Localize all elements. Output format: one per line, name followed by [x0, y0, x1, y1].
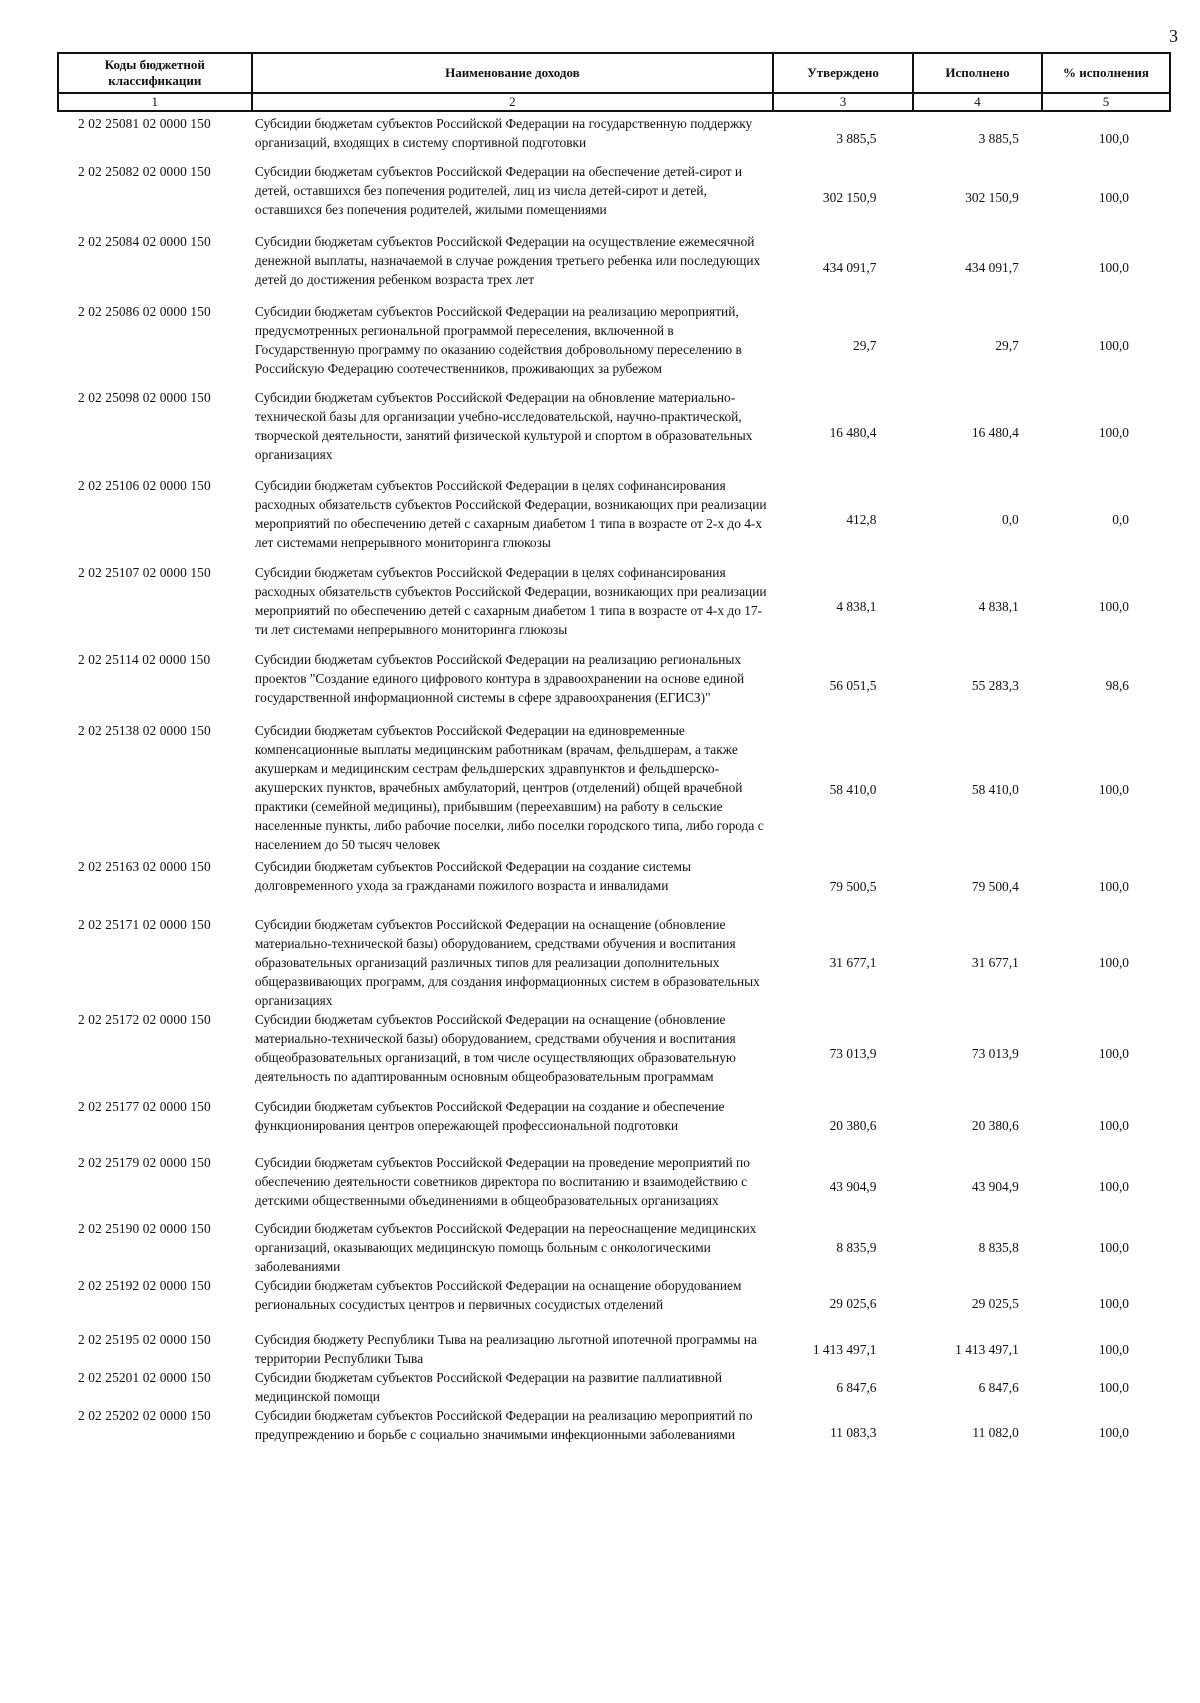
approved-amount: 56 051,5 — [829, 678, 877, 693]
income-name: Субсидии бюджетам субъектов Российской Федерации на государственную поддержку организаций, входящих в систему спортивной подготовки — [254, 116, 753, 150]
budget-code: 2 02 25190 02 0000 150 — [78, 1221, 211, 1236]
execution-percent: 100,0 — [1098, 189, 1129, 205]
income-name: Субсидии бюджетам субъектов Российской Федерации на реализацию мероприятий, предусмотренных региональной программой переселения, включенной в Государственную программу по оказанию содействия добровольному переселению в Российскую Федерацию соотечественников, проживающих за рубежом — [254, 304, 742, 376]
budget-code: 2 02 25086 02 0000 150 — [78, 304, 211, 319]
executed-amount: 31 677,1 — [971, 955, 1019, 970]
executed-amount: 58 410,0 — [971, 781, 1019, 797]
header-executed: Исполнено — [913, 53, 1042, 93]
approved-amount: 58 410,0 — [829, 781, 877, 797]
executed-amount: 20 380,6 — [971, 1117, 1019, 1133]
budget-code: 2 02 25179 02 0000 150 — [78, 1155, 211, 1170]
approved-amount: 31 677,1 — [829, 955, 877, 970]
executed-amount: 6 847,6 — [978, 1379, 1019, 1395]
approved-amount: 8 835,9 — [836, 1240, 877, 1255]
column-number: 5 — [1042, 93, 1170, 111]
budget-code: 2 02 25195 02 0000 150 — [78, 1332, 211, 1347]
table-row — [57, 1276, 1171, 1330]
table-row — [57, 721, 1171, 857]
column-number: 2 — [252, 93, 774, 111]
approved-amount: 3 885,5 — [836, 130, 877, 146]
budget-code: 2 02 25138 02 0000 150 — [78, 723, 211, 738]
budget-code: 2 02 25106 02 0000 150 — [78, 478, 211, 493]
execution-percent: 100,0 — [1098, 1240, 1129, 1255]
budget-code: 2 02 25084 02 0000 150 — [78, 234, 211, 249]
income-name: Субсидии бюджетам субъектов Российской Федерации на переоснащение медицинских организаций, оказывающих медицинскую помощь больным с онкологическими заболеваниями — [254, 1221, 757, 1274]
header-name: Наименование доходов — [252, 53, 774, 93]
table-row — [57, 563, 1171, 650]
executed-amount: 3 885,5 — [978, 130, 1019, 146]
table-row — [57, 388, 1171, 476]
executed-amount: 29,7 — [995, 337, 1019, 353]
income-name: Субсидии бюджетам субъектов Российской Федерации на создание системы долговременного ухода за гражданами пожилого возраста и инвалидами — [254, 859, 691, 893]
executed-amount: 55 283,3 — [971, 678, 1019, 693]
executed-amount: 29 025,5 — [971, 1295, 1019, 1311]
executed-amount: 16 480,4 — [971, 424, 1019, 440]
execution-percent: 100,0 — [1098, 781, 1129, 797]
income-name: Субсидии бюджетам субъектов Российской Федерации на реализацию мероприятий по предупреждению и борьбе с социально значимыми инфекционными заболеваниями — [254, 1408, 753, 1442]
income-name: Субсидии бюджетам субъектов Российской Федерации на развитие паллиативной медицинской помощи — [254, 1370, 723, 1404]
budget-code: 2 02 25114 02 0000 150 — [78, 652, 211, 667]
income-name: Субсидии бюджетам субъектов Российской Федерации на оснащение (обновление материально-технической базы) оборудованием, средствами обучения и воспитания образовательных организаций различных типов для реализации дополнительных общеразвивающих программ, для создания информационных систем в образовательных организациях — [254, 917, 760, 1008]
executed-amount: 434 091,7 — [965, 259, 1019, 275]
execution-percent: 100,0 — [1098, 130, 1129, 146]
budget-code: 2 02 25192 02 0000 150 — [78, 1278, 211, 1293]
table-row — [57, 1097, 1171, 1153]
table-row — [57, 114, 1171, 162]
approved-amount: 412,8 — [846, 512, 877, 527]
budget-code: 2 02 25171 02 0000 150 — [78, 917, 211, 932]
income-name: Субсидии бюджетам субъектов Российской Федерации на оснащение оборудованием региональных сосудистых центров и первичных сосудистых отделений — [254, 1278, 742, 1312]
executed-amount: 11 082,0 — [972, 1425, 1019, 1440]
income-name: Субсидии бюджетам субъектов Российской Федерации на обновление материально-технической базы для организации учебно-исследовательской, научно-практической, творческой деятельности, занятий физической культурой и спортом в образовательных организациях — [254, 390, 753, 462]
approved-amount: 434 091,7 — [822, 259, 877, 275]
execution-percent: 100,0 — [1098, 424, 1129, 440]
income-name: Субсидии бюджетам субъектов Российской Федерации в целях софинансирования расходных обязательств субъектов Российской Федерации, возникающих при реализации мероприятий по обеспечению детей с сахарным диабетом 1 типа в возрасте от 4-х до 17-ти лет системами непрерывного мониторинга глюкозы — [254, 565, 767, 637]
budget-code: 2 02 25107 02 0000 150 — [78, 565, 211, 580]
budget-code: 2 02 25201 02 0000 150 — [78, 1370, 211, 1385]
approved-amount: 73 013,9 — [829, 1046, 877, 1061]
executed-amount: 302 150,9 — [965, 189, 1019, 205]
page-number: 3 — [1169, 26, 1178, 46]
header-approved: Утверждено — [773, 53, 913, 93]
executed-amount: 43 904,9 — [971, 1178, 1019, 1194]
table-row — [57, 1010, 1171, 1097]
table-row — [57, 1368, 1171, 1406]
executed-amount: 4 838,1 — [978, 599, 1019, 614]
execution-percent: 100,0 — [1098, 259, 1129, 275]
table-row — [57, 857, 1171, 915]
header-code: Коды бюджетной классификации — [58, 53, 252, 93]
execution-percent: 0,0 — [1112, 512, 1129, 527]
execution-percent: 100,0 — [1098, 1379, 1129, 1395]
income-name: Субсидии бюджетам субъектов Российской Федерации на реализацию региональных проектов "Создание единого цифрового контура в здравоохранении на основе единой государственной информационной системы в сфере здравоохранения (ЕГИСЗ)" — [254, 652, 745, 705]
table-header — [57, 52, 1171, 112]
approved-amount: 11 083,3 — [830, 1425, 877, 1440]
approved-amount: 6 847,6 — [836, 1379, 877, 1395]
table-row — [57, 162, 1171, 232]
column-number: 4 — [913, 93, 1042, 111]
execution-percent: 100,0 — [1098, 599, 1129, 614]
budget-code: 2 02 25081 02 0000 150 — [78, 116, 211, 131]
income-name: Субсидия бюджету Республики Тыва на реализацию льготной ипотечной программы на территории Республики Тыва — [254, 1332, 757, 1366]
column-number-row — [58, 93, 1170, 111]
execution-percent: 100,0 — [1098, 1295, 1129, 1311]
execution-percent: 100,0 — [1098, 337, 1129, 353]
budget-code: 2 02 25163 02 0000 150 — [78, 859, 211, 874]
table-row — [57, 1330, 1171, 1368]
column-number: 1 — [58, 93, 252, 111]
table-row — [57, 1153, 1171, 1219]
approved-amount: 4 838,1 — [836, 599, 877, 614]
approved-amount: 20 380,6 — [829, 1117, 877, 1133]
approved-amount: 79 500,5 — [829, 878, 877, 894]
executed-amount: 1 413 497,1 — [955, 1341, 1019, 1357]
approved-amount: 29 025,6 — [829, 1295, 877, 1311]
table-row — [57, 915, 1171, 1010]
execution-percent: 100,0 — [1098, 1117, 1129, 1133]
table-row — [57, 650, 1171, 721]
column-number: 3 — [773, 93, 913, 111]
budget-code: 2 02 25177 02 0000 150 — [78, 1099, 211, 1114]
table-body — [57, 114, 1171, 1459]
executed-amount: 8 835,8 — [978, 1240, 1019, 1255]
approved-amount: 16 480,4 — [829, 424, 877, 440]
header-row — [58, 53, 1170, 93]
table-row — [57, 476, 1171, 563]
table-row — [57, 1219, 1171, 1276]
budget-code: 2 02 25098 02 0000 150 — [78, 390, 211, 405]
table-row — [57, 1406, 1171, 1459]
execution-percent: 100,0 — [1098, 1046, 1129, 1061]
execution-percent: 98,6 — [1105, 678, 1129, 693]
income-name: Субсидии бюджетам субъектов Российской Федерации на единовременные компенсационные выплаты медицинским работникам (врачам, фельдшерам, а также акушеркам и медицинским сестрам фельдшерских здравпунктов и фельдшерско-акушерских пунктов, врачебных амбулаторий, центров (отделений) общей врачебной практики (семейной медицины), прибывшим (переехавшим) на работу в сельские населенные пункты, либо рабочие поселки, либо поселки городского типа, либо города с населением до 50 тысяч человек — [254, 723, 764, 852]
income-name: Субсидии бюджетам субъектов Российской Федерации на проведение мероприятий по обеспечению деятельности советников директора по воспитанию и взаимодействию с детскими общественными объединениями в общеобразовательных организациях — [254, 1155, 750, 1208]
execution-percent: 100,0 — [1098, 1178, 1129, 1194]
approved-amount: 29,7 — [853, 337, 877, 353]
execution-percent: 100,0 — [1098, 878, 1129, 894]
income-name: Субсидии бюджетам субъектов Российской Федерации на оснащение (обновление материально-технической базы) оборудованием, средствами обучения и воспитания общеобразовательных организаций, в том числе осуществляющих образовательную деятельность по адаптированным основным общеобразовательным программам — [254, 1012, 736, 1084]
budget-code: 2 02 25082 02 0000 150 — [78, 164, 211, 179]
header-percent: % исполнения — [1042, 53, 1170, 93]
execution-percent: 100,0 — [1098, 1425, 1129, 1440]
executed-amount: 73 013,9 — [971, 1046, 1019, 1061]
table-row — [57, 232, 1171, 302]
executed-amount: 0,0 — [1002, 512, 1019, 527]
income-name: Субсидии бюджетам субъектов Российской Федерации на осуществление ежемесячной денежной выплаты, назначаемой в случае рождения третьего ребенка или последующих детей до достижения ребенком возраста трех лет — [254, 234, 761, 287]
execution-percent: 100,0 — [1098, 1341, 1129, 1357]
approved-amount: 302 150,9 — [822, 189, 877, 205]
approved-amount: 1 413 497,1 — [812, 1341, 877, 1357]
budget-code: 2 02 25202 02 0000 150 — [78, 1408, 211, 1423]
income-name: Субсидии бюджетам субъектов Российской Федерации на обеспечение детей-сирот и детей, оставшихся без попечения родителей, лиц из числа детей-сирот и детей, оставшихся без попечения родителей, жилыми помещениями — [254, 164, 743, 217]
execution-percent: 100,0 — [1098, 955, 1129, 970]
income-name: Субсидии бюджетам субъектов Российской Федерации в целях софинансирования расходных обязательств субъектов Российской Федерации, возникающих при реализации мероприятий по обеспечению детей с сахарным диабетом 1 типа в возрасте от 2-х до 4-х лет системами непрерывного мониторинга глюкозы — [254, 478, 767, 550]
budget-code: 2 02 25172 02 0000 150 — [78, 1012, 211, 1027]
executed-amount: 79 500,4 — [971, 878, 1019, 894]
income-table — [57, 52, 1171, 1459]
income-name: Субсидии бюджетам субъектов Российской Федерации на создание и обеспечение функционирования центров опережающей профессиональной подготовки — [254, 1099, 725, 1133]
table-row — [57, 302, 1171, 388]
approved-amount: 43 904,9 — [829, 1178, 877, 1194]
